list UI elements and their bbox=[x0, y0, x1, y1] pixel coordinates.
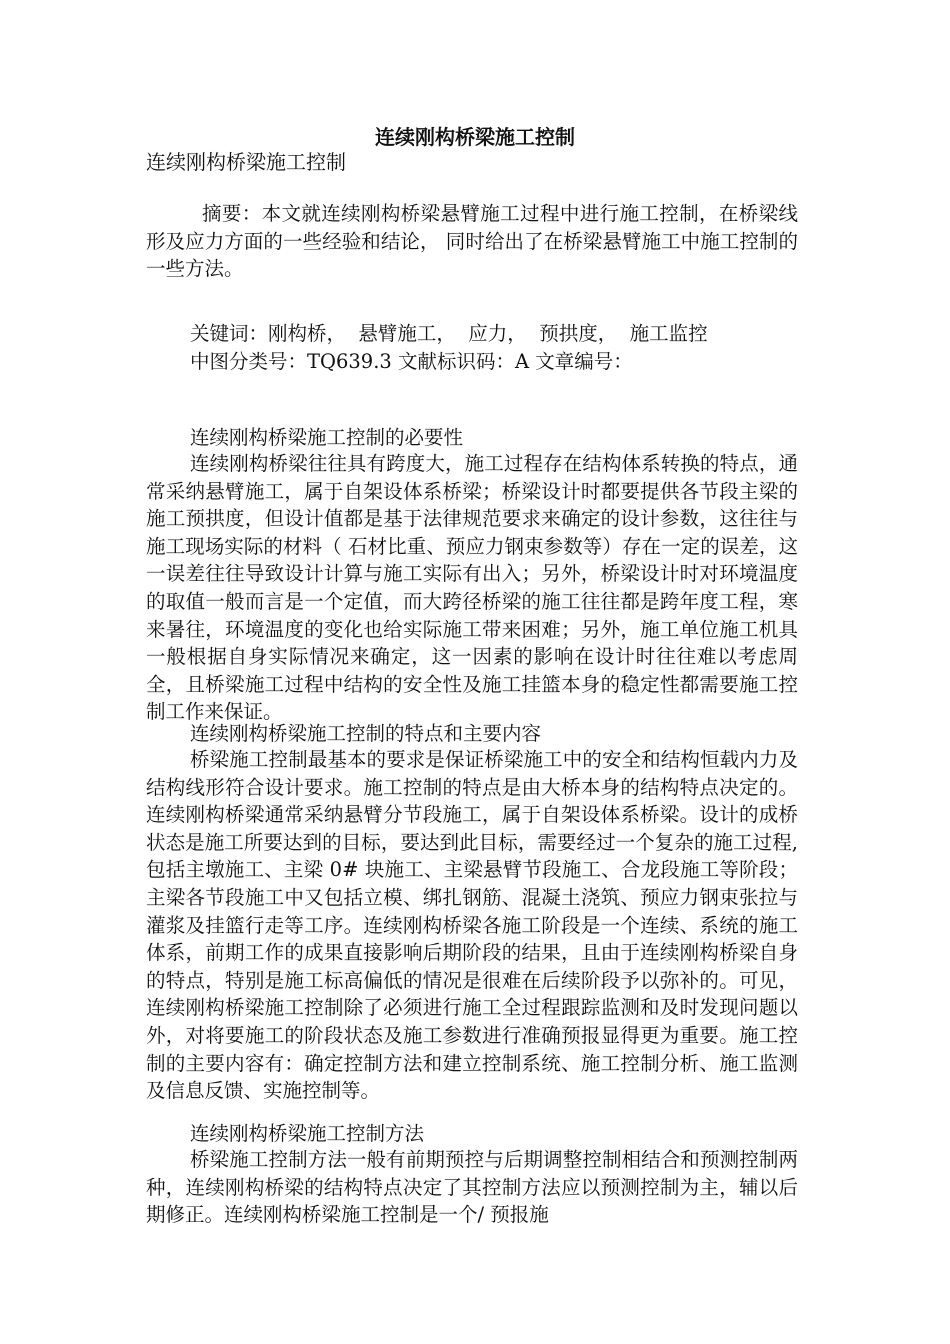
section-body-methods: 桥梁施工控制方法一般有前期预控与后期调整控制相结合和预测控制两种，连续刚构桥梁的结构特点决定了其控制方法应以预测控制为主，辅以后期修正。连续刚构桥梁施工控制是一个/ 预报施 bbox=[146, 1148, 798, 1227]
section-heading-necessity: 连续刚构桥梁施工控制的必要性 bbox=[190, 426, 464, 449]
document-title: 连续刚构桥梁施工控制 bbox=[375, 125, 575, 149]
section-body-necessity: 连续刚构桥梁往往具有跨度大，施工过程存在结构体系转换的特点，通常采纳悬臂施工，属于自架设体系桥梁；桥梁设计时都要提供各节段主梁的施工预拱度，但设计值都是基于法律规范要求来确定的设计参数，这往往与施工现场实际的材料（ 石材比重、预应力钢束参数等）存在一定的误差，这一误差往往导致设计计算与施工实际有出入；另外，桥梁设计时对环境温度的取值一般而言是一个定值，而大跨径桥梁的施工往往都是跨年度工程，寒来暑往，环境温度的变化也给实际施工带来困难；另外，施工单位施工机具一般根据自身实际情况来确定，这一因素的影响在设计时往往难以考虑周全，且桥梁施工过程中结构的安全性及施工挂篮本身的稳定性都需要施工控制工作来保证。 bbox=[146, 452, 798, 724]
keywords-line: 关键词：刚构桥， 悬臂施工， 应力， 预拱度， 施工监控 bbox=[190, 322, 708, 345]
section-heading-methods: 连续刚构桥梁施工控制方法 bbox=[190, 1122, 425, 1145]
section-heading-features: 连续刚构桥梁施工控制的特点和主要内容 bbox=[190, 722, 542, 745]
abstract-paragraph: 摘要：本文就连续刚构桥梁悬臂施工过程中进行施工控制，在桥梁线形及应力方面的一些经验和结论， 同时给出了在桥梁悬臂施工中施工控制的一些方法。 bbox=[146, 202, 798, 281]
section-body-features: 桥梁施工控制最基本的要求是保证桥梁施工中的安全和结构恒载内力及结构线形符合设计要求。施工控制的特点是由大桥本身的结构特点决定的。连续刚构桥梁通常采纳悬臂分节段施工，属于自架设体系桥梁。设计的成桥状态是施工所要达到的目标，要达到此目标，需要经过一个复杂的施工过程,包括主墩施工、主梁 0# 块施工、主梁悬臂节段施工、合龙段施工等阶段；主梁各节段施工中又包括立模、绑扎钢筋、混凝土浇筑、预应力钢束张拉与灌浆及挂篮行走等工序。连续刚构桥梁各施工阶段是一个连续、系统的施工体系，前期工作的成果直接影响后期阶段的结果，且由于连续刚构桥梁自身的特点，特别是施工标高偏低的情况是很难在后续阶段予以弥补的。可见，连续刚构桥梁施工控制除了必须进行施工全过程跟踪监测和及时发现问题以外，对将要施工的阶段状态及施工参数进行准确预报显得更为重要。施工控制的主要内容有：确定控制方法和建立控制系统、施工控制分析、施工监测及信息反馈、实施控制等。 bbox=[146, 748, 798, 1103]
classification-line: 中图分类号：TQ639.3 文献标识码：A 文章编号： bbox=[190, 350, 633, 373]
document-subtitle: 连续刚构桥梁施工控制 bbox=[146, 150, 346, 174]
